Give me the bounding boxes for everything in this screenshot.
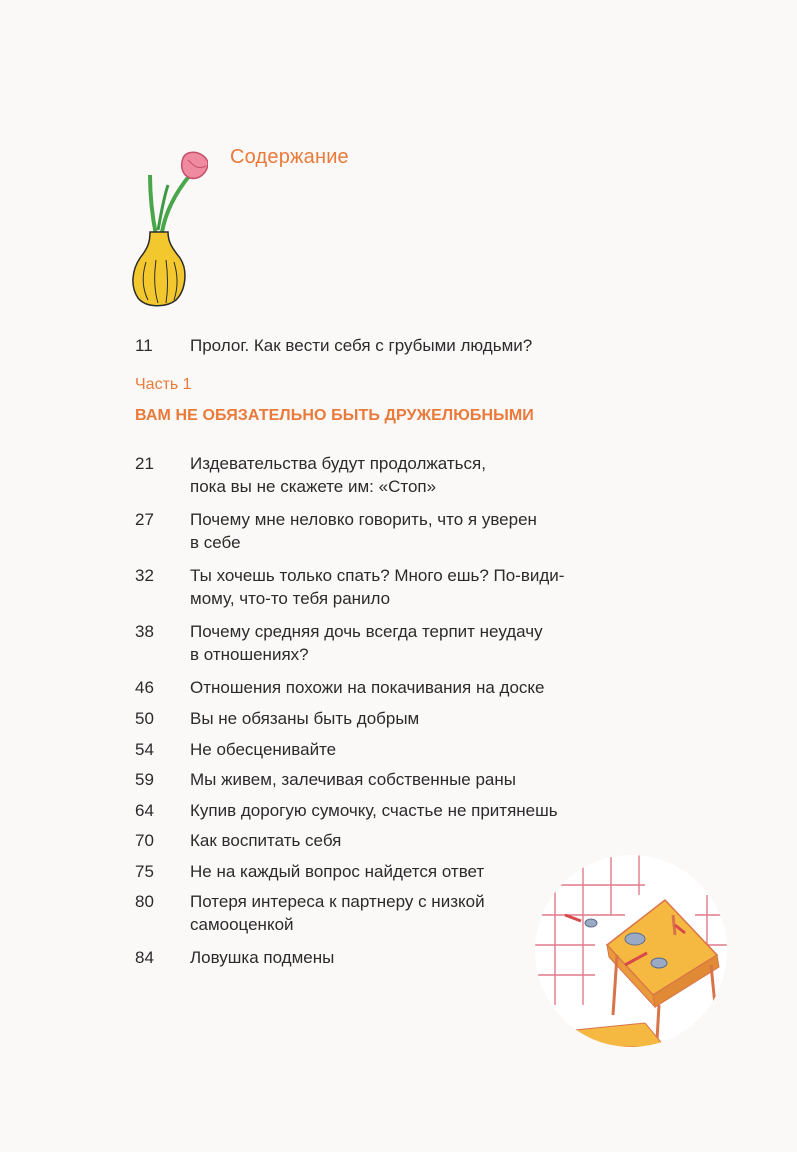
toc-entry-title: Не на каждый вопрос найдется ответ — [190, 862, 485, 881]
toc-entry-title: Не обесценивайте — [190, 740, 337, 759]
toc-entry-title: Мы живем, залечивая собственные раны — [190, 770, 516, 789]
toc-entry-title: Как воспитать себя — [190, 831, 342, 850]
toc-page-number: 11 — [135, 336, 153, 355]
toc-entry-title: Почему средняя дочь всегда терпит неудачу в отношениях? — [190, 622, 543, 664]
toc-entry-title: Отношения похожи на покачивания на доске — [190, 678, 545, 697]
toc-entry-title: Ты хочешь только спать? Много ешь? По-види- мому, что-то тебя ранило — [190, 566, 565, 608]
toc-page-number: 50 — [135, 709, 154, 728]
toc-page-number: 64 — [135, 801, 154, 820]
toc-page-number: 84 — [135, 948, 154, 967]
toc-page-number: 54 — [135, 740, 154, 759]
part-title: ВАМ НЕ ОБЯЗАТЕЛЬНО БЫТЬ ДРУЖЕЛЮБНЫМИ — [135, 407, 534, 424]
toc-page-number: 32 — [135, 566, 154, 585]
toc-page-number: 80 — [135, 892, 154, 911]
toc-entry-title: Ловушка подмены — [190, 948, 335, 967]
toc-page-number: 46 — [135, 678, 154, 697]
toc-entry-title: Почему мне неловко говорить, что я уверен в себе — [190, 510, 537, 552]
toc-page-number: 27 — [135, 510, 154, 529]
toc-entry-title: Пролог. Как вести себя с грубыми людьми? — [190, 336, 533, 355]
toc-entry-title: Потеря интереса к партнеру с низкой самооценкой — [190, 892, 485, 934]
toc-page-number: 75 — [135, 862, 154, 881]
table-illustration — [535, 855, 727, 1047]
toc-entry-title: Купив дорогую сумочку, счастье не притянешь — [190, 801, 558, 820]
tulip-vase-illustration — [128, 140, 208, 310]
toc-entry-title: Издевательства будут продолжаться, пока вы не скажете им: «Стоп» — [190, 454, 486, 496]
toc-page-number: 21 — [135, 454, 154, 473]
contents-heading: Содержание — [230, 146, 349, 168]
toc-page-number: 59 — [135, 770, 154, 789]
toc-page-number: 70 — [135, 831, 154, 850]
toc-entry-title: Вы не обязаны быть добрым — [190, 709, 420, 728]
part-label: Часть 1 — [135, 376, 192, 393]
toc-page-number: 38 — [135, 622, 154, 641]
